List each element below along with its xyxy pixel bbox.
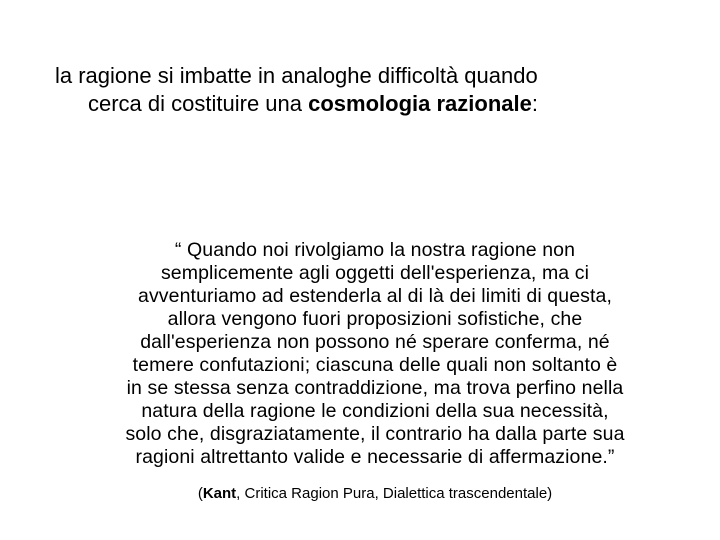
quote-line: natura della ragione le condizioni della sua necessità,	[141, 400, 609, 422]
intro-line-2-text: cerca di costituire una	[88, 91, 309, 116]
quote-line: temere confutazioni; ciascuna delle quali non soltanto è	[132, 354, 618, 376]
intro-line-2	[55, 90, 695, 118]
intro-line-2-end: :	[531, 91, 538, 116]
quote-line: in se stessa senza contraddizione, ma trova perfino nella	[126, 377, 624, 399]
quote-line: ragioni altrettanto valide e necessarie di affermazione.”	[135, 446, 615, 468]
quote-line: solo che, disgraziatamente, il contrario ha dalla parte sua	[125, 423, 625, 445]
citation-author: Kant	[202, 485, 237, 502]
intro-line-1: la ragione si imbatte in analoghe difficoltà quando	[55, 63, 538, 88]
intro-paragraph	[55, 62, 695, 118]
citation-source: , Critica Ragion Pura, Dialettica trascendentale)	[236, 485, 553, 502]
citation	[60, 484, 690, 504]
quote-line: semplicemente agli oggetti dell'esperienza, ma ci	[160, 262, 590, 284]
quote-line: allora vengono fuori proposizioni sofistiche, che	[167, 308, 583, 330]
citation-open: (	[197, 485, 203, 502]
quote-line: dall'esperienza non possono né sperare conferma, né	[140, 331, 610, 353]
intro-emphasis: cosmologia razionale	[308, 91, 532, 116]
quote-line: avventuriamo ad estenderla al di là dei limiti di questa,	[138, 285, 612, 307]
quote-line: “ Quando noi rivolgiamo la nostra ragione non	[174, 239, 576, 261]
kant-quote	[60, 239, 690, 469]
